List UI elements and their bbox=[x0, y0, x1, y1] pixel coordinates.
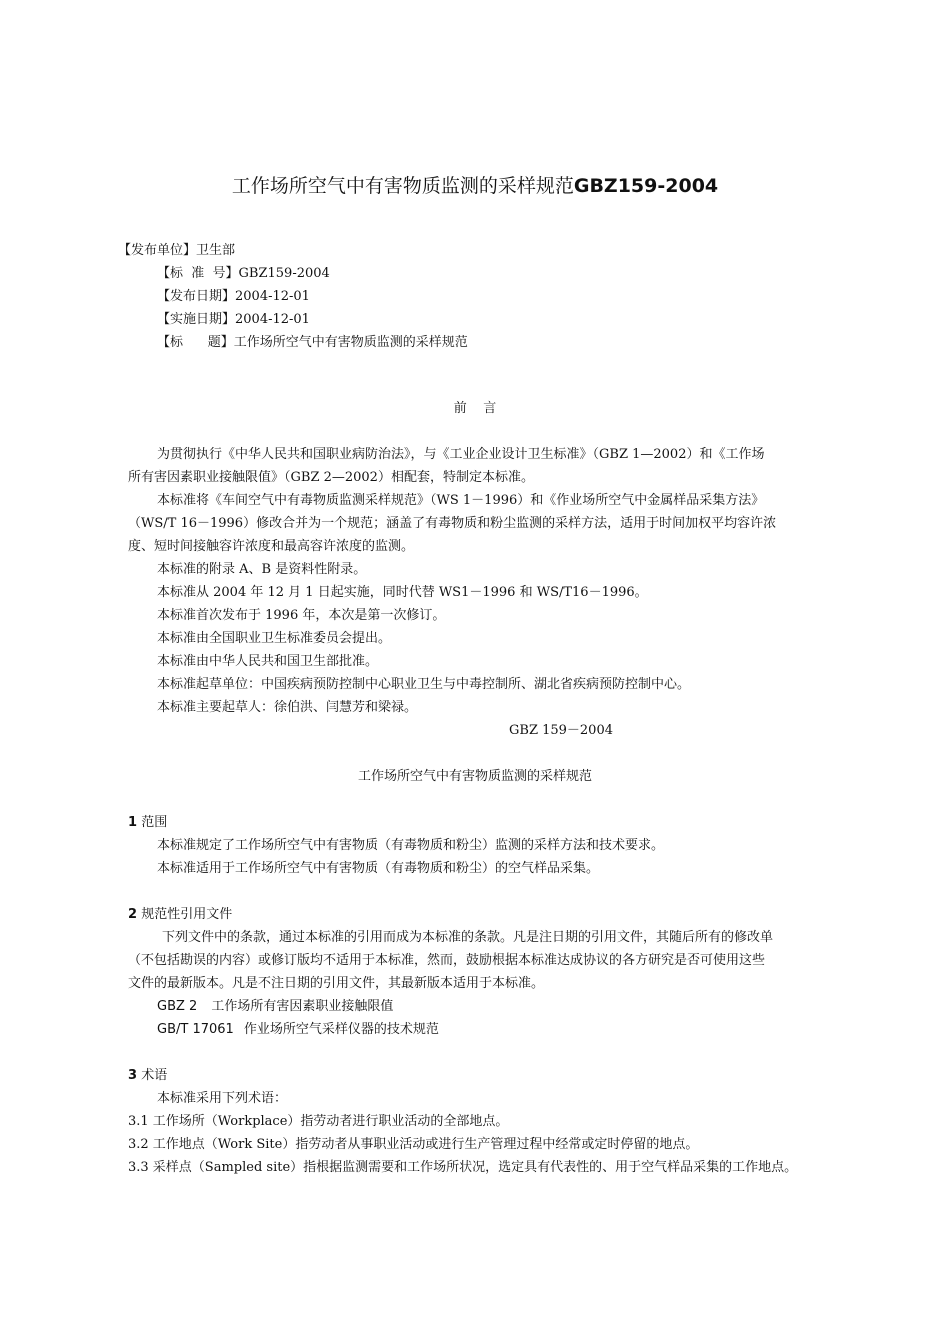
foreword-p6: 本标准由全国职业卫生标准委员会提出。 bbox=[157, 631, 392, 646]
section2-title: 规范性引用文件 bbox=[141, 907, 233, 922]
section1-number: 1 bbox=[128, 815, 138, 830]
foreword-p1-line1: 为贯彻执行《中华人民共和国职业病防治法》，与《工业企业设计卫生标准》（GBZ 1—2002）和《工作场 bbox=[157, 447, 765, 462]
foreword-p8: 本标准起草单位：中国疾病预防控制中心职业卫生与中毒控制所、湖北省疾病预防控制中心。 bbox=[157, 677, 691, 692]
section3-term3: 3.3 采样点（Sampled site）指根据监测需要和工作场所状况，选定具有代表性的、用于空气样品采集的工作地点。 bbox=[128, 1160, 798, 1175]
section1-line2: 本标准适用于工作场所空气中有害物质（有毒物质和粉尘）的空气样品采集。 bbox=[157, 861, 600, 876]
section3-title: 术语 bbox=[141, 1068, 168, 1083]
foreword-p2-line1: 本标准将《车间空气中有毒物质监测采样规范》（WS 1－1996）和《作业场所空气中金属样品采集方法》 bbox=[157, 493, 765, 508]
document-title-code: GBZ159-2004 bbox=[573, 175, 719, 197]
foreword-p4: 本标准从 2004 年 12 月 1 日起实施，同时代替 WS1－1996 和 WS/T16－1996。 bbox=[157, 585, 648, 600]
section1-title: 范围 bbox=[141, 815, 168, 830]
section1-heading bbox=[128, 815, 167, 831]
section3-number: 3 bbox=[128, 1068, 138, 1083]
foreword-p3: 本标准的附录 A、B 是资料性附录。 bbox=[157, 562, 367, 577]
section2-heading bbox=[128, 907, 232, 923]
section2-line2: （不包括勘误的内容）或修订版均不适用于本标准，然而，鼓励根据本标准达成协议的各方研究是否可使用这些 bbox=[128, 953, 766, 968]
standard-title: 工作场所空气中有害物质监测的采样规范 bbox=[357, 769, 592, 784]
foreword-p2-line2: （WS/T 16－1996）修改合并为一个规范；涵盖了有毒物质和粉尘监测的采样方法，适用于时间加权平均容许浓 bbox=[128, 516, 777, 531]
section2-line3: 文件的最新版本。凡是不注日期的引用文件，其最新版本适用于本标准。 bbox=[128, 976, 545, 991]
meta-title: 【标 题】工作场所空气中有害物质监测的采样规范 bbox=[157, 335, 468, 350]
document-title-text: 工作场所空气中有害物质监测的采样规范 bbox=[231, 175, 574, 197]
section1-line1: 本标准规定了工作场所空气中有害物质（有毒物质和粉尘）监测的采样方法和技术要求。 bbox=[157, 838, 665, 853]
section2-ref2-code: GB/T 17061 bbox=[157, 1022, 234, 1037]
section2-ref1 bbox=[157, 999, 393, 1015]
meta-issue-date: 【发布日期】2004-12-01 bbox=[157, 289, 310, 304]
section2-line1: 下列文件中的条款，通过本标准的引用而成为本标准的条款。凡是注日期的引用文件，其随后所有的修改单 bbox=[162, 930, 774, 945]
section2-ref2 bbox=[157, 1022, 439, 1038]
meta-standard-no: 【标 准 号】GBZ159-2004 bbox=[157, 266, 330, 281]
section3-heading bbox=[128, 1068, 167, 1084]
section2-ref1-code: GBZ 2 bbox=[157, 999, 198, 1014]
foreword-p7: 本标准由中华人民共和国卫生部批准。 bbox=[157, 654, 379, 669]
section3-term2: 3.2 工作地点（Work Site）指劳动者从事职业活动或进行生产管理过程中经常或定时停留的地点。 bbox=[128, 1137, 699, 1152]
meta-issuer: 【发布单位】卫生部 bbox=[118, 243, 236, 258]
section2-ref2-title: 作业场所空气采样仪器的技术规范 bbox=[243, 1022, 439, 1037]
foreword-p1-line2: 所有害因素职业接触限值》（GBZ 2—2002）相配套，特制定本标准。 bbox=[128, 470, 534, 485]
section3-term1: 3.1 工作场所（Workplace）指劳动者进行职业活动的全部地点。 bbox=[128, 1114, 509, 1129]
meta-effective-date: 【实施日期】2004-12-01 bbox=[157, 312, 310, 327]
standard-code: GBZ 159－2004 bbox=[509, 723, 614, 738]
foreword-p5: 本标准首次发布于 1996 年，本次是第一次修订。 bbox=[157, 608, 446, 623]
document-title bbox=[0, 174, 950, 198]
section3-intro: 本标准采用下列术语： bbox=[157, 1091, 288, 1106]
foreword-p2-line3: 度、短时间接触容许浓度和最高容许浓度的监测。 bbox=[128, 539, 415, 554]
foreword-p9: 本标准主要起草人：徐伯洪、闫慧芳和梁禄。 bbox=[157, 700, 418, 715]
section2-ref1-title: 工作场所有害因素职业接触限值 bbox=[211, 999, 394, 1014]
foreword-heading: 前 言 bbox=[453, 401, 497, 416]
section2-number: 2 bbox=[128, 907, 138, 922]
